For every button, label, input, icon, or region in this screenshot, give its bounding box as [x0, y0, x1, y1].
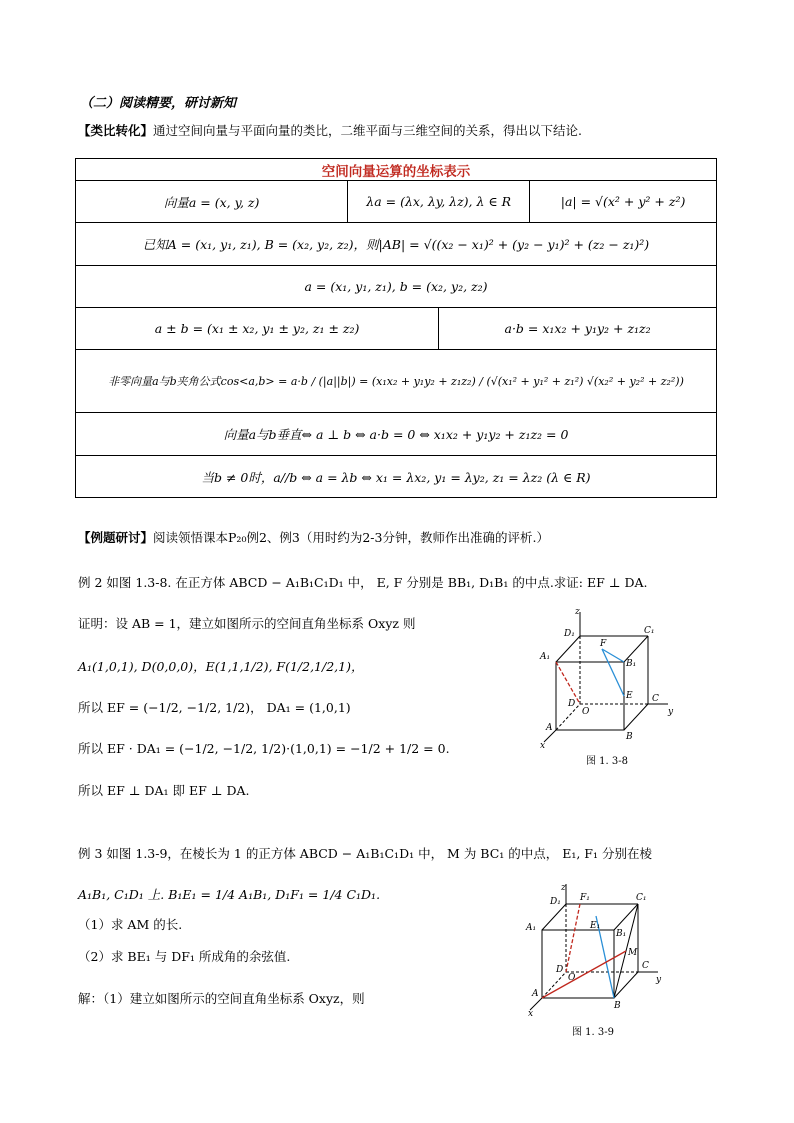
fig-label: D₁ [550, 897, 561, 907]
intro-tag: 【类比转化】 [78, 123, 154, 138]
ex3-statement-2: A₁B₁, C₁D₁ 上. B₁E₁ = 1/4 A₁B₁, D₁F₁ = 1/4 C₁D₁. [78, 887, 381, 902]
segment-df1 [566, 904, 580, 972]
fig-label: B [614, 1001, 621, 1011]
fig-label: B₁ [626, 659, 637, 669]
table-cell-sum-difference: a ± b = (x₁ ± x₂, y₁ ± y₂, z₁ ± z₂) [76, 308, 439, 350]
fig-caption: 图 1. 3-8 [586, 756, 629, 767]
fig-label: y [656, 975, 662, 985]
ex3-question-2: （2）求 BE₁ 与 DF₁ 所成角的余弦值. [78, 949, 291, 964]
ex2-proof-line-3: 所以 EF = (−1/2, −1/2, 1/2)， DA₁ = (1,0,1) [78, 700, 351, 715]
fig-label: C [652, 694, 659, 704]
fig-label: E [626, 691, 633, 701]
example-intro-line [78, 528, 549, 546]
cube-edge [624, 704, 648, 730]
fig-label: z [561, 883, 566, 893]
fig-label: x [540, 741, 546, 751]
segment-da1 [556, 662, 580, 704]
fig-caption: 图 1. 3-9 [572, 1027, 615, 1038]
section-title: （二）阅读精要，研讨新知 [80, 96, 237, 111]
figure-1-3-9 [520, 880, 680, 1045]
table-cell-scalar-multiple: λa = (λx, λy, λz), λ ∈ R [348, 181, 530, 223]
fig-label: B₁ [616, 929, 627, 939]
fig-label: C₁ [644, 626, 655, 636]
fig-label: x [528, 1009, 534, 1019]
ex2-proof-line-1: 证明：设 AB = 1，建立如图所示的空间直角坐标系 Oxyz 则 [78, 616, 416, 631]
example-intro-text: 阅读领悟课本P₂₀例2、例3（用时约为2-3分钟，教师作出准确的评析.） [153, 530, 549, 545]
segment-am [542, 951, 626, 998]
table-cell-parallel: 当b ≠ 0时，a//b ⇔ a = λb ⇔ x₁ = λx₂, y₁ = λy₂, z₁ = λz₂ (λ ∈ R) [76, 456, 717, 498]
fig-label: C₁ [636, 893, 647, 903]
example-tag: 【例题研讨】 [78, 530, 154, 545]
cube-edge [542, 904, 566, 930]
table-cell-dot-product: a·b = x₁x₂ + y₁y₂ + z₁z₂ [439, 308, 717, 350]
ex2-proof-line-5: 所以 EF ⊥ DA₁ 即 EF ⊥ DA. [78, 783, 250, 798]
ex2-proof-line-4: 所以 EF · DA₁ = (−1/2, −1/2, 1/2)·(1,0,1) = −1/2 + 1/2 = 0. [78, 741, 450, 756]
table-cell-perpendicular: 向量a与b垂直⇔ a ⊥ b ⇔ a·b = 0 ⇔ x₁x₂ + y₁y₂ + z₁z₂ = 0 [76, 413, 717, 456]
fig-label: A₁ [526, 923, 537, 933]
table-cell-distance: 已知A = (x₁, y₁, z₁), B = (x₂, y₂, z₂)，则|AB| = √((x₂ − x₁)² + (y₂ − y₁)² + (z₂ − z₁)²) [76, 223, 717, 266]
ex3-statement-1: 例 3 如图 1.3-9，在棱长为 1 的正方体 ABCD − A₁B₁C₁D₁ 中， M 为 BC₁ 的中点， E₁, F₁ 分别在棱 [78, 846, 652, 861]
cube-edge [556, 636, 580, 662]
table-cell-magnitude: |a| = √(x² + y² + z²) [530, 181, 717, 223]
fig-label: D₁ [564, 629, 575, 639]
cube-hidden-edge [542, 972, 566, 998]
fig-label: B [626, 732, 633, 742]
table-title: 空间向量运算的坐标表示 [76, 159, 717, 181]
table-cell-vector-coords: 向量a = (x, y, z) [76, 181, 348, 223]
intro-paragraph [78, 121, 582, 139]
fig-label: D [568, 699, 576, 709]
ex2-statement: 例 2 如图 1.3-8. 在正方体 ABCD − A₁B₁C₁D₁ 中， E, F 分别是 BB₁, D₁B₁ 的中点.求证: EF ⊥ DA. [78, 575, 648, 590]
ex3-question-1: （1）求 AM 的长. [78, 917, 183, 932]
fig-label: C [642, 961, 649, 971]
cube-front-face [556, 662, 624, 730]
ex2-proof-line-2: A₁(1,0,1), D(0,0,0)，E(1,1,1/2), F(1/2,1/2,1)， [78, 659, 364, 674]
fig-label: A [546, 723, 553, 733]
fig-label: E₁ [590, 921, 601, 931]
fig-label: O [582, 707, 590, 717]
fig-label: F [600, 639, 607, 649]
intro-text: 通过空间向量与平面向量的类比，二维平面与三维空间的关系，得出以下结论. [153, 123, 582, 138]
fig-label: D [556, 965, 564, 975]
fig-label: z [575, 607, 580, 617]
table-cell-angle-formula: 非零向量a与b夹角公式cos<a,b> = a·b / (|a||b|) = (x₁x₂ + y₁y₂ + z₁z₂) / (√(x₁² + y₁² + z₁²) √(x₂² + y₂² + z₂²)) [76, 350, 717, 413]
fig-label: y [668, 707, 674, 717]
formula-table [75, 158, 717, 498]
fig-label: A [532, 989, 539, 999]
ex3-solution: 解：（1）建立如图所示的空间直角坐标系 Oxyz，则 [78, 991, 365, 1006]
figure-1-3-8 [528, 606, 688, 776]
fig-label: A₁ [540, 652, 551, 662]
fig-label: F₁ [580, 893, 590, 903]
fig-label: O [568, 973, 576, 983]
table-cell-two-vectors: a = (x₁, y₁, z₁), b = (x₂, y₂, z₂) [76, 266, 717, 308]
fig-label: M [628, 948, 638, 958]
